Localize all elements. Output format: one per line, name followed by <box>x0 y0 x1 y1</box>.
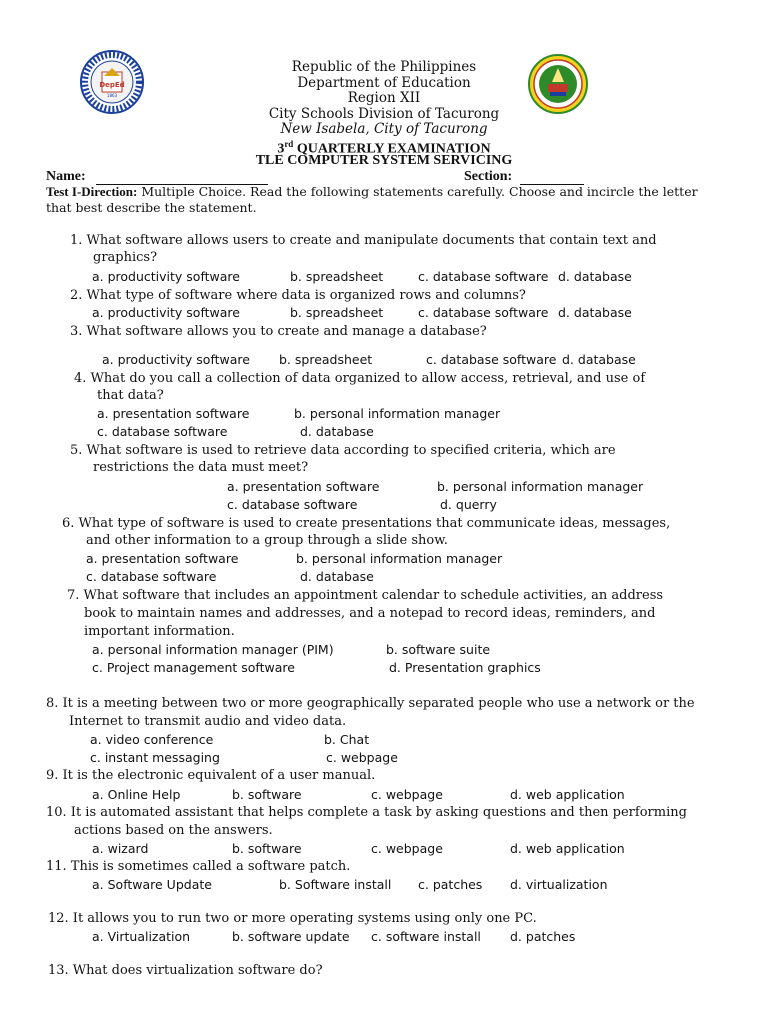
question-10-text-2: actions based on the answers. <box>74 823 273 838</box>
header-location: New Isabela, City of Tacurong <box>280 121 488 137</box>
q3-choice-b[interactable]: b. spreadsheet <box>279 352 373 367</box>
q2-choice-d[interactable]: d. database <box>558 305 632 320</box>
q11-choice-b[interactable]: b. Software install <box>279 877 392 892</box>
question-11-text: 11. This is sometimes called a software patch. <box>46 859 351 874</box>
exam-title: 3rd QUARTERLY EXAMINATION <box>277 139 491 157</box>
q10-choice-d[interactable]: d. web application <box>510 841 625 856</box>
question-7-text-2: book to maintain names and addresses, and a notepad to record ideas, reminders, and <box>84 606 656 621</box>
directions-line-2: that best describe the statement. <box>46 200 257 215</box>
name-label: Name: <box>46 169 86 184</box>
question-1-text-2: graphics? <box>93 250 158 265</box>
question-8-text-2: Internet to transmit audio and video data. <box>69 714 347 729</box>
q4-choice-c[interactable]: c. database software <box>97 424 228 439</box>
q9-choice-b[interactable]: b. software <box>232 787 302 802</box>
q6-choice-c[interactable]: c. database software <box>86 569 217 584</box>
q7-choice-c[interactable]: c. Project management software <box>92 660 295 675</box>
question-5-text-2: restrictions the data must meet? <box>93 460 309 475</box>
name-blank[interactable] <box>96 168 268 185</box>
q6-choice-a[interactable]: a. presentation software <box>86 551 239 566</box>
q6-choice-d[interactable]: d. database <box>300 569 374 584</box>
q11-choice-a[interactable]: a. Software Update <box>92 877 212 892</box>
q1-choice-d[interactable]: d. database <box>558 269 632 284</box>
q1-choice-a[interactable]: a. productivity software <box>92 269 240 284</box>
q5-choice-d[interactable]: d. querry <box>440 497 497 512</box>
q7-choice-b[interactable]: b. software suite <box>386 642 491 657</box>
q2-choice-b[interactable]: b. spreadsheet <box>290 305 384 320</box>
q12-choice-a[interactable]: a. Virtualization <box>92 929 191 944</box>
q9-choice-c[interactable]: c. webpage <box>371 787 443 802</box>
q4-choice-a[interactable]: a. presentation software <box>97 406 250 421</box>
q8-choice-a[interactable]: a. video conference <box>90 732 214 747</box>
directions-line-1: Test I-Direction: Multiple Choice. Read the following statements carefully. Choose and incircle the letter <box>46 184 698 199</box>
q7-choice-d[interactable]: d. Presentation graphics <box>389 660 541 675</box>
header-republic: Republic of the Philippines <box>291 59 477 75</box>
q11-choice-d[interactable]: d. virtualization <box>510 877 608 892</box>
question-10-text: 10. It is automated assistant that helps complete a task by asking questions and then performing <box>46 805 687 820</box>
svg-text:1863: 1863 <box>106 93 118 98</box>
question-2-text: 2. What type of software where data is organized rows and columns? <box>70 288 526 303</box>
q8-choice-c[interactable]: c. instant messaging <box>90 750 220 765</box>
question-6-text-2: and other information to a group through a slide show. <box>86 533 448 548</box>
question-9-text: 9. It is the electronic equivalent of a user manual. <box>46 768 376 783</box>
section-field[interactable] <box>464 168 584 185</box>
question-4-text: 4. What do you call a collection of data organized to allow access, retrieval, and use of <box>74 371 646 386</box>
question-7-text-3: important information. <box>84 624 235 639</box>
q8-choice-b[interactable]: b. Chat <box>324 732 370 747</box>
question-1-text: 1. What software allows users to create and manipulate documents that contain text and <box>70 233 657 248</box>
q12-choice-d[interactable]: d. patches <box>510 929 576 944</box>
q1-choice-c[interactable]: c. database software <box>418 269 549 284</box>
q6-choice-b[interactable]: b. personal information manager <box>296 551 503 566</box>
q4-choice-b[interactable]: b. personal information manager <box>294 406 501 421</box>
q3-choice-c[interactable]: c. database software <box>426 352 557 367</box>
name-field[interactable] <box>46 168 268 185</box>
header-department: Department of Education <box>297 75 471 91</box>
q12-choice-c[interactable]: c. software install <box>371 929 481 944</box>
question-4-text-2: that data? <box>97 388 164 403</box>
question-8-text: 8. It is a meeting between two or more geographically separated people who use a network or the <box>46 696 695 711</box>
subject-title: TLE COMPUTER SYSTEM SERVICING <box>255 153 513 168</box>
q5-choice-b[interactable]: b. personal information manager <box>437 479 644 494</box>
q10-choice-b[interactable]: b. software <box>232 841 302 856</box>
header-region: Region XII <box>347 90 421 106</box>
q3-choice-d[interactable]: d. database <box>562 352 636 367</box>
q7-choice-a[interactable]: a. personal information manager (PIM) <box>92 642 334 657</box>
q10-choice-c[interactable]: c. webpage <box>371 841 443 856</box>
q9-choice-a[interactable]: a. Online Help <box>92 787 181 802</box>
q8-choice-d[interactable]: c. webpage <box>326 750 398 765</box>
section-blank[interactable] <box>520 168 584 185</box>
q3-choice-a[interactable]: a. productivity software <box>102 352 250 367</box>
q9-choice-d[interactable]: d. web application <box>510 787 625 802</box>
q1-choice-b[interactable]: b. spreadsheet <box>290 269 384 284</box>
q12-choice-b[interactable]: b. software update <box>232 929 350 944</box>
svg-text:DepEd: DepEd <box>99 81 125 89</box>
question-12-text: 12. It allows you to run two or more operating systems using only one PC. <box>48 911 537 926</box>
section-label: Section: <box>464 169 513 184</box>
q4-choice-d[interactable]: d. database <box>300 424 374 439</box>
header-division: City Schools Division of Tacurong <box>268 106 500 122</box>
q2-choice-a[interactable]: a. productivity software <box>92 305 240 320</box>
question-5-text: 5. What software is used to retrieve data according to specified criteria, which are <box>70 443 616 458</box>
question-13-text: 13. What does virtualization software do? <box>48 963 323 978</box>
q10-choice-a[interactable]: a. wizard <box>92 841 149 856</box>
question-7-text: 7. What software that includes an appointment calendar to schedule activities, an address <box>67 588 664 603</box>
question-3-text: 3. What software allows you to create and manage a database? <box>70 324 487 339</box>
q5-choice-a[interactable]: a. presentation software <box>227 479 380 494</box>
question-6-text: 6. What type of software is used to create presentations that communicate ideas, messages, <box>62 516 671 531</box>
q11-choice-c[interactable]: c. patches <box>418 877 483 892</box>
q5-choice-c[interactable]: c. database software <box>227 497 358 512</box>
q2-choice-c[interactable]: c. database software <box>418 305 549 320</box>
